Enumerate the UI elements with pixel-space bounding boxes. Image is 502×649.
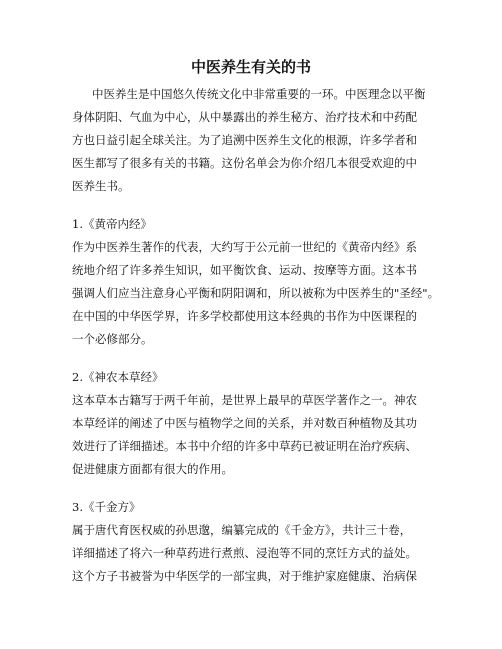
text-line: 本草经详的阐述了中医与植物学之间的关系，并对数百种植物及其功	[72, 416, 417, 430]
text-line: 详细描述了将六一种草药进行煮煎、浸泡等不同的烹饪方式的益处。	[72, 546, 417, 560]
section-heading: 1.《黄帝内经》	[72, 217, 152, 231]
text-line: 这本草本古籍写于两千年前，是世界上最早的草医学著作之一。神农	[72, 393, 417, 407]
text-line: 强调人们应当注意身心平衡和阴阳调和，所以被称为中医养生的"圣经"。	[72, 286, 440, 300]
text-line: 医养生书。	[72, 179, 130, 193]
page-title: 中医养生有关的书	[190, 58, 311, 76]
section-heading: 3.《千金方》	[72, 500, 141, 514]
text-line: 属于唐代育医权威的孙思邈，编纂完成的《千金方》，共计三十卷，	[72, 523, 412, 537]
text-line: 这个方子书被誉为中华医学的一部宝典，对于维护家庭健康、治病保	[72, 569, 417, 583]
section-heading: 2.《神农本草经》	[72, 370, 164, 384]
text-line: 中医养生是中国悠久传统文化中非常重要的一环。中医理念以平衡	[92, 87, 426, 101]
text-line: 在中国的中华医学界，许多学校都使用这本经典的书作为中医课程的	[72, 309, 417, 323]
text-line: 促进健康方面都有很大的作用。	[72, 462, 233, 476]
text-line: 方也日益引起全球关注。为了追溯中医养生文化的根源，许多学者和	[72, 133, 417, 147]
text-line: 医生都写了很多有关的书籍。这份名单会为你介绍几本很受欢迎的中	[72, 156, 417, 170]
text-line: 统地介绍了许多养生知识，如平衡饮食、运动、按摩等方面。这本书	[72, 263, 417, 277]
text-line: 作为中医养生著作的代表，大约写于公元前一世纪的《黄帝内经》系	[72, 240, 417, 254]
text-line: 一个必修部分。	[72, 332, 153, 346]
text-line: 效进行了详细描述。本书中介绍的许多中草药已被证明在治疗疾病、	[72, 439, 417, 453]
text-line: 身体阴阳、气血为中心，从中暴露出的养生秘方、治疗技术和中药配	[72, 110, 417, 124]
